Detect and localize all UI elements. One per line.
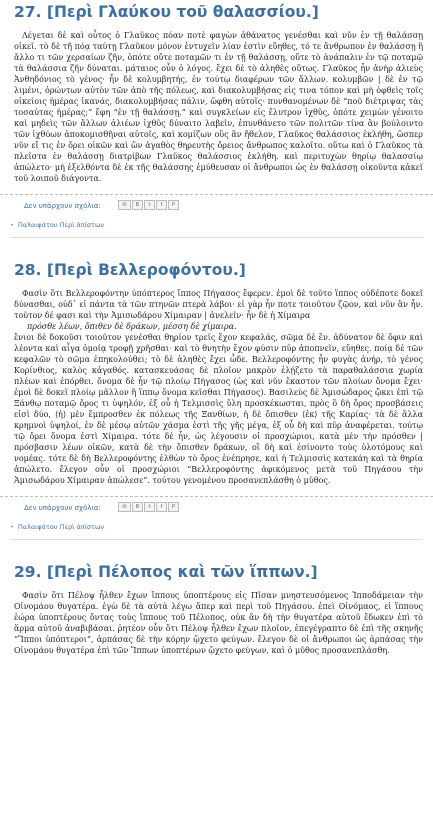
blog-post [0, 0, 433, 184]
post-labels [0, 519, 433, 533]
facebook-icon[interactable]: f [156, 200, 167, 210]
email-icon[interactable]: ✉ [118, 502, 131, 512]
post-footer [0, 496, 433, 519]
post-title[interactable]: 27. [Περὶ Γλαύκου τοῦ θαλασσίου.] [14, 3, 319, 21]
post-paragraph: Λέγεται δὲ καὶ οὗτος ὁ Γλαῦκος πόαν ποτὲ φαγὼν ἀθάνατος γενέσθαι καὶ νῦν ἐν τῇ θαλάσσῃ οἰκεῖ. τὸ δὲ τῆ πόᾳ ταύτῃ Γλαῦκον μόνον ἐντυχεῖν λίαν ἐστὶν εὔηθες, τό τε ἄνθρωπον ἐν θαλάσσῃ ἢ ἄλλο τι τῶν χερσαίων ζῆν, ὁπότε οὔτε ποταμῶν τι ἐν τῇ θαλάσσῃ, οὔτε τὸ ἀνάπαλιν ἐν τῷ ποταμῷ τὰ θαλάσσια ζῆν δύναται. μάταιος οὖν ὁ λόγος. ἔχει δὲ τὸ ἀληθὲς οὕτως. Γλαῦκος ἦν ἀνὴρ ἁλιεὺς Ἀνθηδόνιος τὸ γένος· ἦν δὲ κολυμβητής, ἐν τούτῳ διαφέρων τῶν ἄλλων. κολυμβῶν | δὲ ἐν τῷ λιμένι, ὁρώντων αὐτὸν τῶν ἀπὸ τῆς πόλεως, καὶ διακολυμβήσας εἰς τινα τόπον καὶ μὴ ὀφθεὶς τοῖς οἰκείοις ἡμέρας ἱκανάς, διακολυμβήσας πάλιν, ὤφθη αὐτοῖς· πυνθανομένων δὲ “ποῦ διέτριψας τὰς τοσαύτας ἡμέρας;” ἔφη “ἐν τῇ θαλάσσῃ.” καὶ συγκλείων εἰς ἔλυτρον ἰχθῦς, ὁπότε χειμὼν γένοιτο καὶ μηδεὶς τῶν ἄλλων ἁλιέων ἰχθῦς δύναιτο λαβεῖν, ἐπυνθάνετο τῶν πολιτῶν τίνα ἂν βούλοιντο τῶν ἰχθύων ἀποκομισθῆναι αὐτοῖς, καὶ κομίζων οὓς ἂν ἤθελον, Γλαῦκος θαλάσσιος ἐκλήθη, ὥσπερ νῦν εἴ τις ἐν ὄρει οἰκῶν καὶ ὢν ἀγαθὸς θηρευτὴς ὄρειος ἄνθρωπος καλοῖτο. οὕτω καὶ ὁ Γλαῦκος τὰ πλεῖστα ἐν θαλάσσῃ διατρίβων Γλαῦκος θαλάσσιος ἐκλήθη. καὶ περιτυχὼν θηρίῳ θαλασσίῳ ἀπώλετο· μὴ ἐξελθόντα δὲ ἐκ τῆς θαλάσσης ἐμύθευσαν οἱ ἄνθρωποι ὡς ἐν θαλάσσῃ οἰκοῦντα κἀκεῖ τοῦ λοιποῦ διάγοντα. [14, 31, 423, 183]
post-labels [0, 217, 433, 231]
comments-link[interactable]: Δεν υπάρχουν σχόλια: [24, 504, 101, 512]
post-body [14, 30, 423, 184]
twitter-icon[interactable]: t [144, 200, 155, 210]
post-title[interactable]: 29. [Περὶ Πέλοπος καὶ τῶν ἵππων.] [14, 563, 318, 581]
blog-post [0, 258, 433, 486]
post-paragraph: ἔνιοι δὲ δοκοῦσι τοιοῦτον γενέσθαι θηρίον τρεῖς ἔχον κεφαλάς, σῶμα δὲ ἕν. ἀδύνατον δὲ ὄφιν καὶ λέοντα καὶ αἶγα ὁμοίᾳ τροφῇ χρῆσθαι· καὶ τὸ θνητὴν ἔχον φύσιν πῦρ ἀποπνεῖν, εὔηθες. ποίᾳ δὲ τῶν κεφαλῶν τὸ σῶμα ἐπηκολούθει; τὸ δὲ ἀληθὲς ἔχει ὧδε. Βελλεροφόντης ἦν φυγὰς ἀνήρ, τὸ γένος Κορίνθιος, καλὸς κἀγαθός. κατασκευάσας δὲ πλοῖον μακρὸν ἐλῄζετο τὰ παραθαλάσσια χωρία πλέων καὶ ἐπόρθει. ὄνομα δὲ ἦν τῷ πλοίῳ Πήγασος (ὡς καὶ νῦν ἕκαστον τῶν πλοίων ὄνομα ἔχει· ἐμοὶ δὲ δοκεῖ πλοίῳ μᾶλλον ἢ ἵππῳ ὄνομα κεῖσθαι Πήγασος). Βασιλεὺς δὲ Ἀμισώδαρος ᾤκει ἐπὶ τῷ Ξάνθῳ ποταμῷ ὄρος τι ὑψηλόν, ἐξ οὗ ἡ Τελμισσὶς ὕλη προσκέκωσται, πρὸς ὃ δὴ ὄρος προσβάσεις εἰσὶ δύο, ⟨ἡ⟩ μὲν ἔμπροσθεν ἐκ πόλεως τῆς Ξανθίων, ἡ δὲ ὄπισθεν ⟨ἐκ⟩ τῆς Καρίας· τὰ δὲ ἄλλα κρημνοὶ ὑψηλοί, ἐν δὲ μέσῳ αὐτῶν χάσμα ἐστὶ τῆς γῆς μέγα, ἐξ οὗ δὴ καὶ πῦρ ἀναφέρεται. τούτῳ τῷ ὄρει ὄνομα ἐστὶ Χίμαιρα. τότε δὲ ἦν, ὡς λέγουσιν οἱ προσχώριοι, κατὰ μὲν τὴν πρόσθεν | πρόσβασιν λέων οἰκῶν, κατὰ δὲ τὴν ὄπισθεν δράκων, οἳ δὴ καὶ ἐσίνοντο τοὺς ὑλοτόμους καὶ νομέας. τότε δὲ δὴ Βελλεροφόντης ἐλθὼν τὸ ὄρος ἐνέπρησε, καὶ ἡ Τελμισσὶς κατεκάη καὶ τὰ θηρία ἀπώλετο. ἔλεγον οὖν οἱ προσχώριοι “Βελλεροφόντης ἀφικόμενος μετὰ τοῦ Πηγάσου τὴν Ἀμισωδάρου Χίμαιραν ἀπώλεσε”. τούτου γενομένου προσανεπλάσθη ὁ μῦθος. [14, 333, 423, 485]
facebook-icon[interactable]: f [156, 502, 167, 512]
post-paragraph: Φασὶν ὅτι Πέλοψ ἦλθεν ἔχων ἵππους ὑποπτέρους εἰς Πῖσαν μνηστευσόμενος Ἱπποδάμειαν τὴν Οἰνομάου θυγατέρα. ἐγὼ δὲ τὰ αὐτὰ λέγω ἅπερ καὶ περὶ τοῦ Πηγάσου. ἐπεὶ Οἰνόμαος, εἰ ἵππους ἑώρα ὑποπτέρους ὄντας τοὺς ἵππους τοῦ Πέλοπος, οὐκ ἂν δὴ τὴν θυγατέρα αὐτοῦ ἔδωκεν ἐπὶ τὸ ἅρμα αὐτοῦ ἀναβιβάσαι. ῥητέον οὖν ὅτι Πέλοψ ἦλθεν ἔχων πλοῖον, ἐπεγέγραπτο δὲ ἐπὶ τῆς σκηνῆς “Ἵπποι ὑπόπτεροι”, ἁρπάσας δὲ τὴν κόρην ᾤχετο φεύγων. ἔλεγον δὲ οἱ ἄνθρωποι ὡς ἁρπάσας τὴν Οἰνομάου θυγατέρα ἐπὶ τῶν Ἵππων ὑποπτέρων ᾤχετο φεύγων, καὶ ὁ μῦθος προσανεπλάσθη. [14, 591, 423, 655]
blog-post [0, 560, 433, 656]
post-title[interactable]: 28. [Περὶ Βελλεροφόντου.] [14, 261, 246, 279]
post-verse: πρόσθε λέων, ὄπιθεν δὲ δράκων, μέσση δὲ χίμαιρα. [27, 322, 237, 331]
label-bullet: • [10, 221, 14, 229]
post-spacer [0, 238, 433, 258]
label-link[interactable]: Παλαιφάτου Περὶ ἀπίστων [17, 523, 105, 531]
post-paragraph: Φασὶν ὅτι Βελλεροφόντην ὑπόπτερος ἵππος Πήγασος ἔφερεν. ἐμοὶ δὲ τοῦτο ἵππος οὐδέποτε δοκεῖ δύνασθαι, οὐδ᾽ εἰ πάντα τὰ τῶν πτηνῶν πτερὰ λάβοι· εἰ γὰρ ἦν ποτε τοιοῦτον ζῷον, καὶ νῦν ἂν ἦν. τοῦτον δέ φασι καὶ τὴν Ἀμισωδάρου Χίμαιραν | ἀνελεῖν· ἦν δὲ ἡ Χίμαιρα [14, 289, 423, 320]
post-body [14, 590, 423, 656]
pinterest-icon[interactable]: P [168, 502, 179, 512]
post-body [14, 288, 423, 486]
label-bullet: • [10, 523, 14, 531]
post-spacer [0, 540, 433, 560]
share-buttons [118, 200, 179, 210]
blog-icon[interactable]: B [132, 502, 143, 512]
pinterest-icon[interactable]: P [168, 200, 179, 210]
post-footer [0, 194, 433, 217]
blog-icon[interactable]: B [132, 200, 143, 210]
label-link[interactable]: Παλαιφάτου Περὶ ἀπίστων [17, 221, 105, 229]
twitter-icon[interactable]: t [144, 502, 155, 512]
email-icon[interactable]: ✉ [118, 200, 131, 210]
comments-link[interactable]: Δεν υπάρχουν σχόλια: [24, 202, 101, 210]
share-buttons [118, 502, 179, 512]
